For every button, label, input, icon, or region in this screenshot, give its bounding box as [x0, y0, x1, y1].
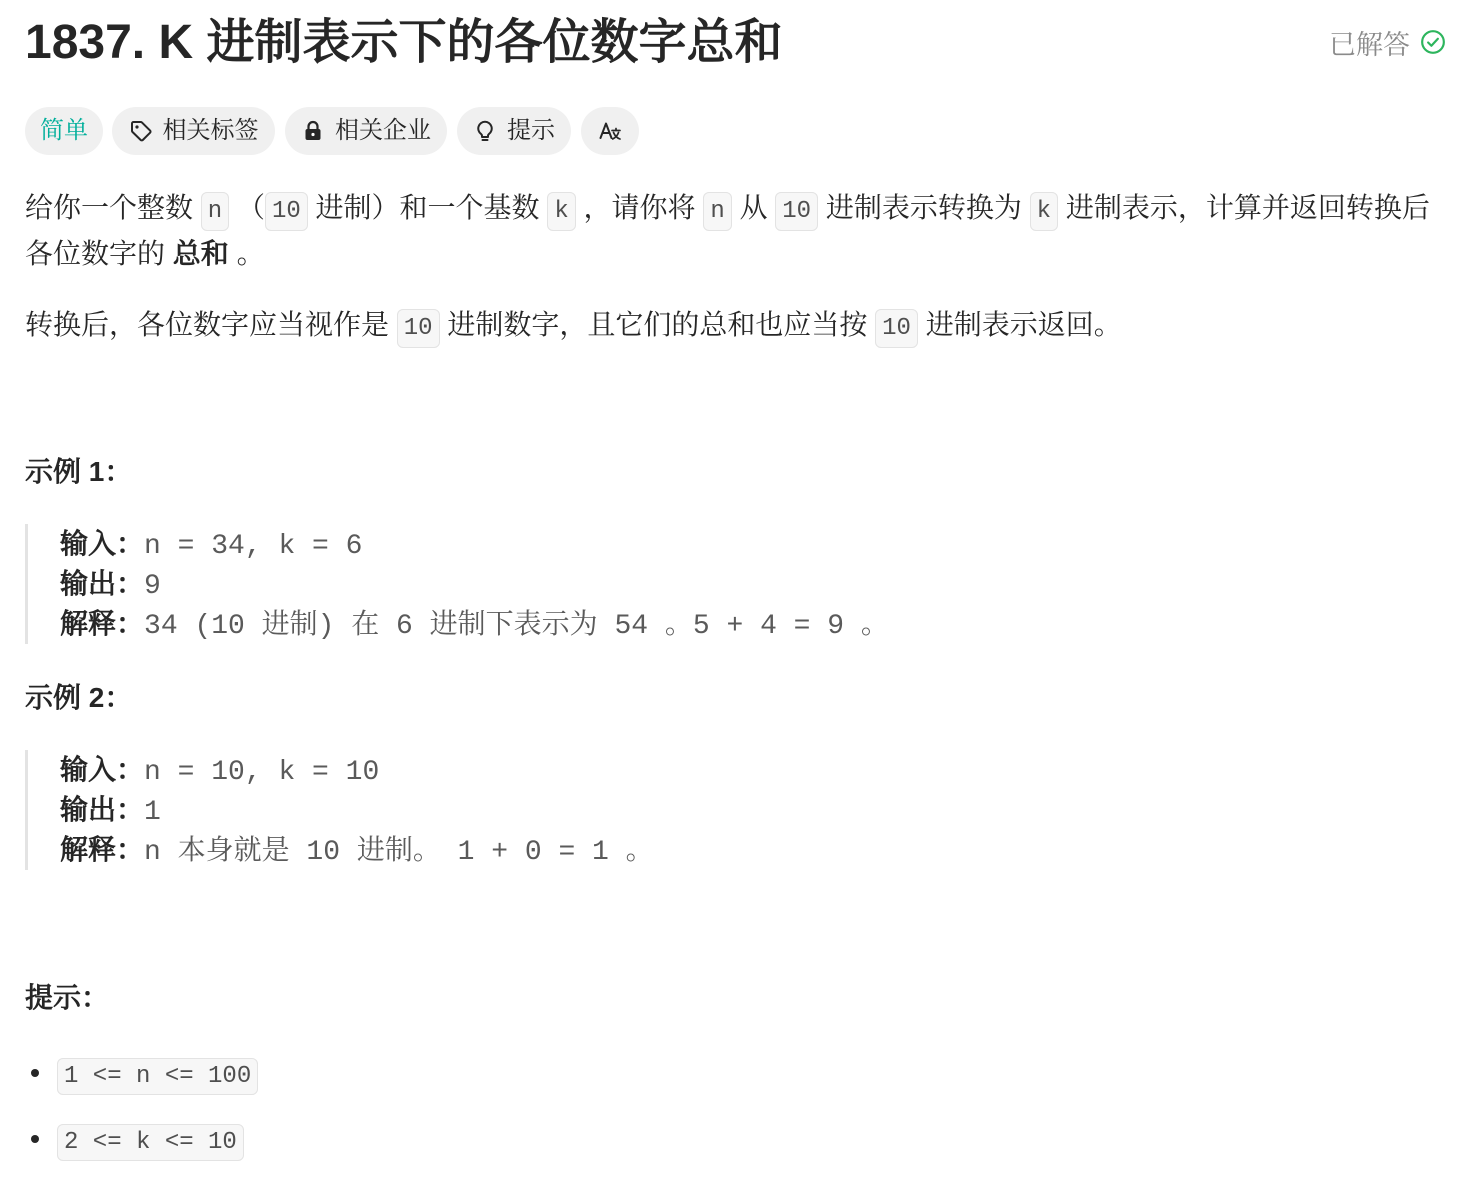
list-bullet [31, 1135, 39, 1143]
tag-icon [129, 119, 153, 143]
description-paragraph-1 [25, 187, 1445, 275]
lightbulb-icon [473, 119, 497, 143]
description-text: 进制表示转换为 [818, 192, 1030, 223]
example-explanation-line [60, 604, 1425, 644]
description-text: 进制）和一个基数 [307, 192, 548, 223]
related-tags-button[interactable] [112, 107, 275, 155]
description-text: 从 [731, 192, 776, 223]
example-output-value: 9 [144, 571, 161, 602]
difficulty-label: 简单 [40, 117, 88, 144]
description-text: 转换后，各位数字应当视作是 [25, 309, 397, 340]
example-1-heading: 示例 1： [25, 456, 133, 487]
description-text: ，请你将 [575, 192, 704, 223]
description-text: 给你一个整数 [25, 192, 201, 223]
example-input-line [60, 750, 1425, 790]
constraint-item [25, 1052, 258, 1094]
example-input-label: 输入： [60, 528, 145, 559]
example-1-block [25, 524, 1425, 644]
example-explanation-label: 解释： [60, 834, 145, 865]
constraint-item [25, 1118, 244, 1160]
constraints-heading: 提示： [25, 982, 110, 1013]
example-output-value: 1 [144, 797, 161, 828]
description-text: （ [229, 192, 265, 223]
example-output-line [60, 790, 1425, 830]
list-bullet [31, 1069, 39, 1077]
example-explanation-value: 34 (10 进制) 在 6 进制下表示为 54 。5 + 4 = 9 。 [144, 611, 889, 642]
inline-code: k [1030, 192, 1058, 231]
emphasis-text: 总和 [172, 238, 229, 269]
inline-code: 10 [265, 192, 308, 231]
solved-status [1329, 22, 1446, 62]
related-tags-label: 相关标签 [162, 117, 259, 144]
description-text: 进制表示，计算并返回转换后各位数字的 [25, 192, 1430, 269]
example-output-line [60, 564, 1425, 604]
description-text: 进制表示返回。 [917, 309, 1122, 340]
example-input-value: n = 10, k = 10 [144, 757, 380, 788]
translate-button[interactable] [581, 107, 639, 155]
inline-code: 10 [775, 192, 818, 231]
lock-icon [301, 119, 325, 143]
inline-code: k [547, 192, 575, 231]
difficulty-badge [25, 107, 103, 155]
example-input-value: n = 34, k = 6 [144, 531, 363, 562]
example-output-label: 输出： [60, 794, 145, 825]
inline-code: n [201, 192, 229, 231]
description-text: 进制数字，且它们的总和也应当按 [439, 309, 876, 340]
description-text: 。 [228, 238, 265, 269]
inline-code: n [703, 192, 731, 231]
problem-title[interactable]: 1837. K 进制表示下的各位数字总和 [25, 16, 783, 69]
description-paragraph-2 [25, 304, 1445, 350]
hints-button[interactable] [457, 107, 571, 155]
example-2-heading: 示例 2： [25, 682, 133, 713]
example-explanation-value: n 本身就是 10 进制。 1 + 0 = 1 。 [144, 837, 654, 868]
example-2-block [25, 750, 1425, 870]
constraint-code: 1 <= n <= 100 [57, 1058, 258, 1095]
example-input-line [60, 524, 1425, 564]
hints-label: 提示 [507, 117, 555, 144]
example-output-label: 输出： [60, 568, 145, 599]
status-label: 已解答 [1329, 29, 1410, 60]
example-explanation-label: 解释： [60, 608, 145, 639]
inline-code: 10 [875, 309, 918, 348]
example-explanation-line [60, 830, 1425, 870]
constraint-code: 2 <= k <= 10 [57, 1124, 244, 1161]
example-input-label: 输入： [60, 754, 145, 785]
related-companies-label: 相关企业 [335, 117, 431, 144]
inline-code: 10 [397, 309, 440, 348]
check-circle-icon [1420, 29, 1446, 55]
translate-icon [598, 119, 622, 143]
related-companies-button[interactable] [285, 107, 447, 155]
